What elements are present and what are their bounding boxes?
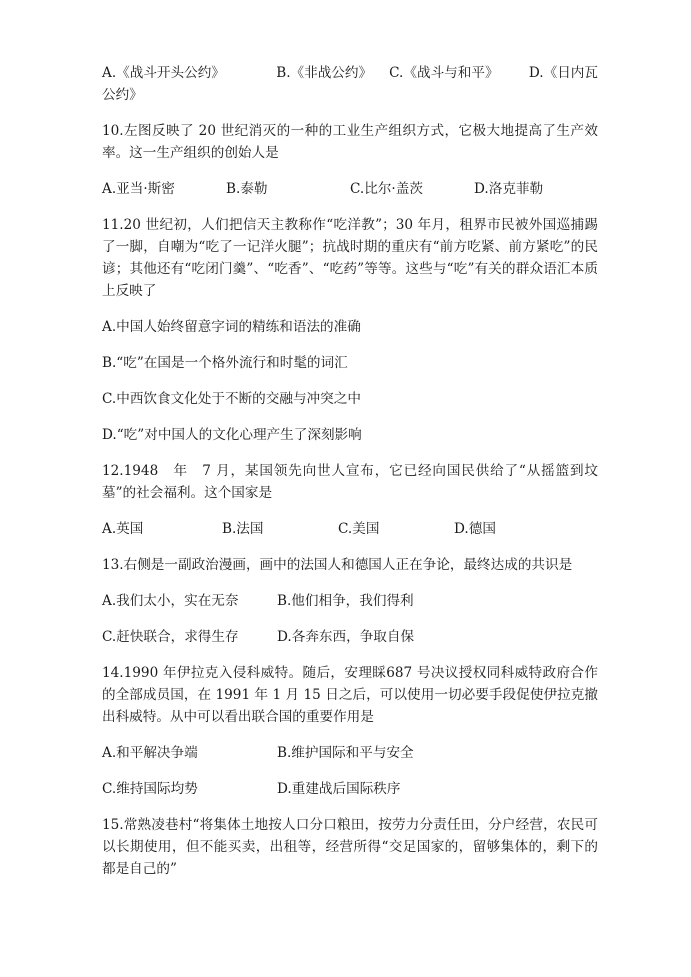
- q9-option-d-continued: 公约》: [102, 87, 143, 103]
- q10-stem: 10.左图反映了 20 世纪消灭的一种的工业生产组织方式，它极大地提高了生产效率。这一生产组织的创始人是: [102, 123, 598, 161]
- q12-option-c: C.美国: [338, 521, 380, 537]
- q11-option-d: D.“吃”对中国人的文化心理产生了深刻影响: [102, 427, 362, 443]
- q10-option-d: D.洛克菲勒: [474, 181, 544, 197]
- q14-option-b: B.维护国际和平与安全: [277, 745, 414, 761]
- q13-options-row2: [102, 626, 598, 648]
- q14-option-a: A.和平解决争端: [102, 745, 198, 761]
- q12-option-a: A.英国: [102, 521, 144, 537]
- q10-options: [102, 178, 598, 200]
- q15-stem: 15.常熟凌巷村“将集体土地按人口分口粮田，按劳力分责任田，分户经营，农民可以长期使用，但不能买卖，出租等，经营所得“交足国家的，留够集体的，剩下的都是自己的”: [102, 817, 598, 877]
- q12-stem: 12.1948 年 7 月，某国领先向世人宣布，它已经向国民供给了“从摇篮到坟墓”的社会福利。这个国家是: [102, 463, 598, 501]
- q10-option-c: C.比尔·盖茨: [350, 181, 423, 197]
- q13-option-a: A.我们太小，实在无奈: [102, 593, 239, 609]
- q14-options-row1: [102, 742, 598, 764]
- q13-stem: 13.右侧是一副政治漫画，画中的法国人和德国人正在争论，最终达成的共识是: [102, 557, 573, 573]
- q12-options: [102, 518, 598, 540]
- q13-options-row1: [102, 590, 598, 612]
- q14-option-c: C.维持国际均势: [102, 781, 198, 797]
- q11-option-b: B.“吃”在国是一个格外流行和时髦的词汇: [102, 355, 348, 371]
- q11-option-a: A.中国人始终留意字词的精练和语法的准确: [102, 319, 361, 335]
- q9-option-c: C.《战斗与和平》: [389, 65, 499, 81]
- q9-options: [102, 62, 598, 84]
- q10-option-b: B.泰勒: [226, 181, 268, 197]
- q14-options-row2: [102, 778, 598, 800]
- q12-option-b: B.法国: [222, 521, 264, 537]
- q14-option-d: D.重建战后国际秩序: [277, 781, 401, 797]
- q13-option-b: B.他们相争，我们得利: [277, 593, 414, 609]
- q12-option-d: D.德国: [454, 521, 496, 537]
- q13-option-d: D.各奔东西，争取自保: [277, 629, 415, 645]
- q14-stem: 14.1990 年伊拉克入侵科威特。随后，安理睬687 号决议授权同科威特政府合作的全部成员国，在 1991 年 1 月 15 日之后，可以使用一切必要手段促使伊拉克撤出科威特。从中可以看出联合国的重要作用是: [102, 665, 598, 725]
- q9-option-a: A.《战斗开头公约》: [102, 65, 225, 81]
- exam-page: [102, 62, 598, 894]
- q13-option-c: C.赶快联合，求得生存: [102, 629, 239, 645]
- q9-option-b: B.《非战公约》: [276, 65, 373, 81]
- q9-option-d: D.《日内瓦: [528, 65, 598, 81]
- q11-option-c: C.中西饮食文化处于不断的交融与冲突之中: [102, 391, 361, 407]
- q11-stem: 11.20 世纪初，人们把信天主教称作“吃洋教”；30 年月，租界市民被外国巡捕踢了一脚，自嘲为“吃了一记洋火腿”；抗战时期的重庆有“前方吃紧、前方紧吃”的民谚；其他还有“吃闭门羹”、“吃香”、“吃药”等等。这些与“吃”有关的群众语汇本质上反映了: [102, 217, 598, 299]
- q10-option-a: A.亚当·斯密: [102, 181, 175, 197]
